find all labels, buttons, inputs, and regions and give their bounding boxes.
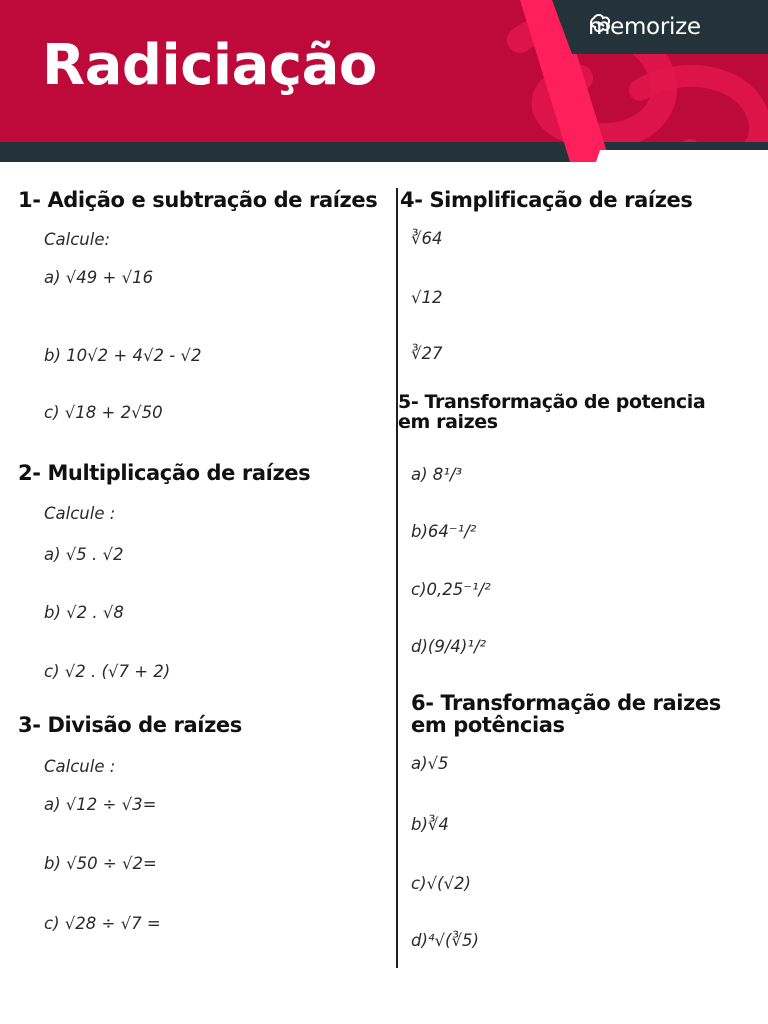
section-3-item-b: b) √50 ÷ √2= <box>44 854 157 873</box>
section-2-heading: 2- Multiplicação de raízes <box>18 461 311 485</box>
section-3-item-a: a) √12 ÷ √3= <box>44 795 157 814</box>
section-5-heading-line-2: em raizes <box>398 411 498 433</box>
section-6-heading-line-2: em potências <box>411 713 565 737</box>
page-title: Radiciação <box>42 33 377 98</box>
section-4-item-1: ∛64 <box>411 229 443 248</box>
brain-icon <box>588 12 614 34</box>
section-2-instruction: Calcule : <box>44 504 116 523</box>
section-1-heading: 1- Adição e subtração de raízes <box>18 188 378 212</box>
section-1-item-b: b) 10√2 + 4√2 - √2 <box>44 346 202 365</box>
section-6-heading-line-1: 6- Transformação de raizes <box>411 691 721 715</box>
section-5-item-a: a) 8¹/³ <box>411 465 463 484</box>
section-6-item-c: c)√(√2) <box>411 874 471 893</box>
section-3-instruction: Calcule : <box>44 757 116 776</box>
brand-logo <box>588 12 701 42</box>
section-4-item-2: √12 <box>411 288 443 307</box>
section-6-item-d: d)⁴√(∛5) <box>411 931 479 950</box>
brand-name: memorize <box>588 14 701 40</box>
section-2-item-b: b) √2 . √8 <box>44 603 124 622</box>
section-1-instruction: Calcule: <box>44 230 111 249</box>
section-3-heading: 3- Divisão de raízes <box>18 713 242 737</box>
section-5-heading <box>398 392 705 432</box>
column-divider <box>396 188 398 968</box>
section-5-item-c: c)0,25⁻¹/² <box>411 580 491 599</box>
section-2-item-c: c) √2 . (√7 + 2) <box>44 662 171 681</box>
section-2-item-a: a) √5 . √2 <box>44 545 124 564</box>
section-4-item-3: ∛27 <box>411 344 443 363</box>
section-6-heading <box>411 692 721 736</box>
section-5-heading-line-1: 5- Transformação de potencia <box>398 391 706 413</box>
section-6-item-b: b)∛4 <box>411 815 449 834</box>
section-3-item-c: c) √28 ÷ √7 = <box>44 914 161 933</box>
section-4-heading: 4- Simplificação de raízes <box>400 188 693 212</box>
section-5-item-b: b)64⁻¹/² <box>411 522 477 541</box>
section-1-item-a: a) √49 + √16 <box>44 268 154 287</box>
header-banner <box>0 0 768 162</box>
section-5-item-d: d)(9/4)¹/² <box>411 637 487 656</box>
section-6-item-a: a)√5 <box>411 754 449 773</box>
section-1-item-c: c) √18 + 2√50 <box>44 403 163 422</box>
